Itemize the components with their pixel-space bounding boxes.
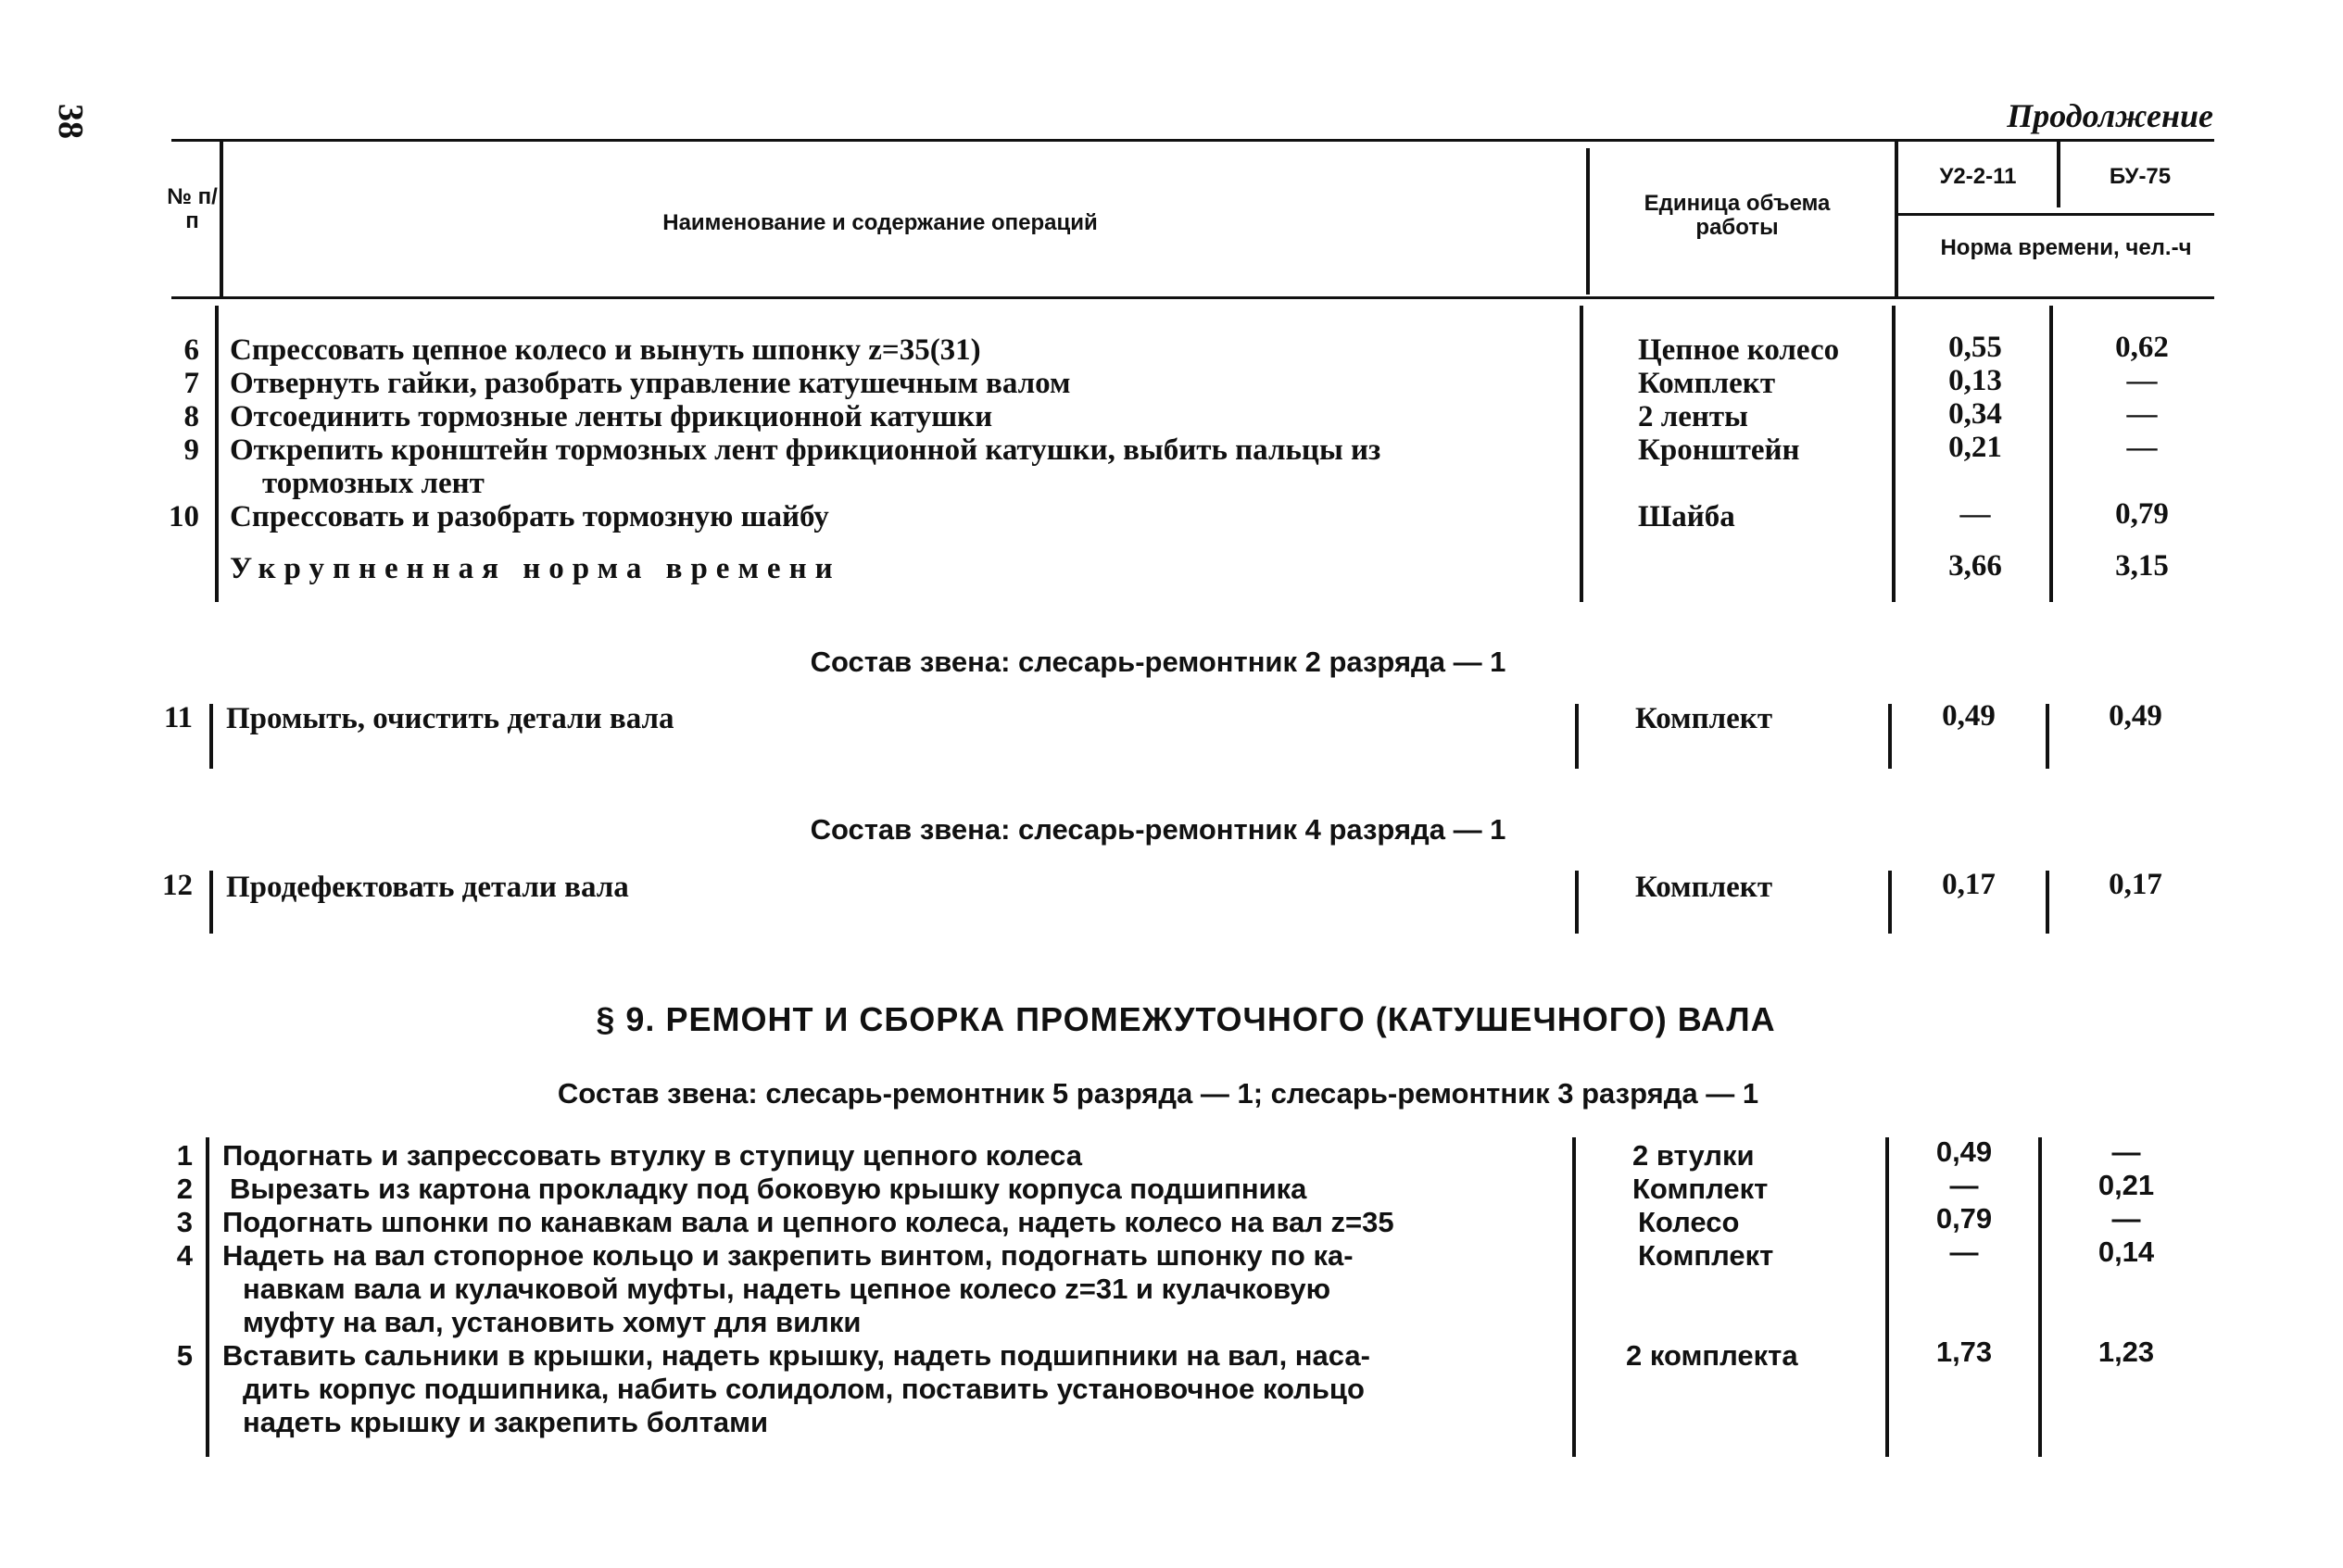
r11-vline-2 [1575, 704, 1579, 769]
operation-text: Спрессовать и разобрать тормозную шайбу [230, 500, 829, 533]
bu-value: 1,23 [2097, 1336, 2155, 1368]
t2-vline-1 [206, 1137, 209, 1457]
bu-value: — [2126, 397, 2158, 431]
operation-text-cont: тормозных лент [262, 467, 485, 500]
operation-text-cont: надеть крышку и закрепить болтами [243, 1406, 769, 1438]
u2-value: 0,13 [1948, 364, 2002, 397]
u2-value: 0,49 [1935, 1135, 1993, 1168]
unit-text: Шайба [1638, 500, 1735, 533]
operation-text: Спрессовать цепное колесо и вынуть шпонку z=35(31) [230, 333, 981, 367]
header-col-norm: Норма времени, чел.-ч [1940, 235, 2192, 260]
operation-text: Отвернуть гайки, разобрать управление катушечным валом [230, 367, 1071, 400]
crew-composition-1: Состав звена: слесарь-ремонтник 2 разряда — 1 [810, 646, 1506, 678]
bu-value: 0,79 [2115, 497, 2169, 531]
row-number: 12 [162, 869, 193, 902]
t2-vline-3 [1885, 1137, 1889, 1457]
u2-value: 0,49 [1942, 699, 1996, 733]
total-bu: 3,15 [2115, 549, 2169, 583]
bu-value: — [2111, 1135, 2141, 1168]
unit-text: Комплект [1635, 702, 1773, 735]
bu-value: — [2126, 364, 2158, 397]
t1-vline-2 [1580, 306, 1583, 602]
u2-value: 0,17 [1942, 868, 1996, 901]
t2-vline-4 [2038, 1137, 2042, 1457]
header-col-u2: У2-2-11 [1939, 164, 2017, 189]
operation-text: Отсоединить тормозные ленты фрикционной катушки [230, 400, 993, 433]
bu-value: 0,17 [2109, 868, 2162, 901]
r11-vline-1 [209, 704, 213, 769]
u2-value: 0,34 [1948, 397, 2002, 431]
u2-value: 1,73 [1935, 1336, 1993, 1368]
u2-value: — [1949, 1236, 1979, 1268]
crew-composition-3: Состав звена: слесарь-ремонтник 5 разряда — 1; слесарь-ремонтник 3 разряда — 1 [557, 1077, 1759, 1110]
row-number: 10 [169, 500, 199, 533]
unit-text: 2 ленты [1638, 400, 1748, 433]
unit-text: 2 втулки [1632, 1139, 1755, 1172]
operation-text-cont: муфту на вал, установить хомут для вилки [243, 1306, 862, 1338]
t1-vline-1 [215, 306, 219, 602]
u2-value: 0,55 [1948, 331, 2002, 364]
hdr-vline-3 [1895, 141, 1898, 296]
bu-value: 0,14 [2097, 1236, 2155, 1268]
page-number: 38 [51, 104, 90, 139]
row-number: 5 [176, 1339, 193, 1372]
norm-rule [1897, 213, 2214, 216]
r12-vline-3 [1888, 871, 1892, 934]
row-number: 11 [163, 701, 193, 734]
header-col-unit: Единица объема работы [1644, 191, 1831, 240]
row-number: 8 [183, 400, 199, 433]
total-u2: 3,66 [1948, 549, 2002, 583]
hdr-vline-2 [1586, 148, 1590, 295]
r12-vline-4 [2046, 871, 2049, 934]
unit-text: Кронштейн [1638, 433, 1800, 467]
operation-text: Надеть на вал стопорное кольцо и закрепить винтом, подогнать шпонку по ка- [222, 1239, 1354, 1272]
bu-value: 0,49 [2109, 699, 2162, 733]
operation-text-cont: дить корпус подшипника, набить солидолом, поставить установочное кольцо [243, 1373, 1365, 1405]
operation-text: Открепить кронштейн тормозных лент фрикционной катушки, выбить пальцы из [230, 433, 1381, 467]
row-number: 3 [176, 1206, 193, 1238]
row-number: 4 [176, 1239, 193, 1272]
row-number: 7 [183, 367, 199, 400]
t2-vline-2 [1572, 1137, 1576, 1457]
r11-vline-3 [1888, 704, 1892, 769]
bu-value: — [2126, 431, 2158, 464]
r12-vline-1 [209, 871, 213, 934]
hdr-vline-1 [220, 141, 223, 296]
unit-text: 2 комплекта [1626, 1339, 1798, 1372]
bu-value: 0,21 [2097, 1169, 2155, 1201]
section-title: § 9. РЕМОНТ И СБОРКА ПРОМЕЖУТОЧНОГО (КАТУШЕЧНОГО) ВАЛА [596, 1000, 1776, 1038]
operation-text-cont: навкам вала и кулачковой муфты, надеть цепное колесо z=31 и кулачковую [243, 1273, 1331, 1305]
crew-composition-2: Состав звена: слесарь-ремонтник 4 разряда — 1 [810, 813, 1506, 846]
row-number: 9 [183, 433, 199, 467]
operation-text: Подогнать и запрессовать втулку в ступицу цепного колеса [222, 1139, 1082, 1172]
bu-value: 0,62 [2115, 331, 2169, 364]
u2-value: — [1949, 1169, 1979, 1201]
r11-vline-4 [2046, 704, 2049, 769]
unit-text: Цепное колесо [1638, 333, 1840, 367]
unit-text: Комплект [1638, 367, 1776, 400]
row-number: 6 [183, 333, 199, 367]
t1-vline-4 [2049, 306, 2053, 602]
u2-value: — [1959, 497, 1991, 531]
total-label: Укрупненная норма времени [230, 552, 841, 585]
r12-vline-2 [1575, 871, 1579, 934]
unit-text: Колесо [1638, 1206, 1740, 1238]
operation-text: Вставить сальники в крышки, надеть крышку, надеть подшипники на вал, наса- [222, 1339, 1370, 1372]
unit-text: Комплект [1632, 1173, 1769, 1205]
header-top-rule [171, 139, 2214, 142]
u2-value: 0,21 [1948, 431, 2002, 464]
unit-text: Комплект [1638, 1239, 1774, 1272]
operation-text: Промыть, очистить детали вала [226, 702, 674, 735]
continuation-label: Продолжение [2007, 97, 2213, 134]
row-number: 2 [176, 1173, 193, 1205]
row-number: 1 [176, 1139, 193, 1172]
bu-value: — [2111, 1202, 2141, 1235]
operation-text: Вырезать из картона прокладку под боковую крышку корпуса подшипника [230, 1173, 1307, 1205]
header-col-name: Наименование и содержание операций [662, 210, 1098, 235]
u2-value: 0,79 [1935, 1202, 1993, 1235]
header-col-bu: БУ-75 [2109, 164, 2172, 189]
header-bottom-rule [171, 296, 2214, 299]
unit-text: Комплект [1635, 871, 1773, 904]
operation-text: Подогнать шпонки по канавкам вала и цепного колеса, надеть колесо на вал z=35 [222, 1206, 1394, 1238]
hdr-vline-4 [2057, 141, 2060, 207]
t1-vline-3 [1892, 306, 1896, 602]
operation-text: Продефектовать детали вала [226, 871, 629, 904]
header-col-num: № п/п [167, 184, 218, 233]
